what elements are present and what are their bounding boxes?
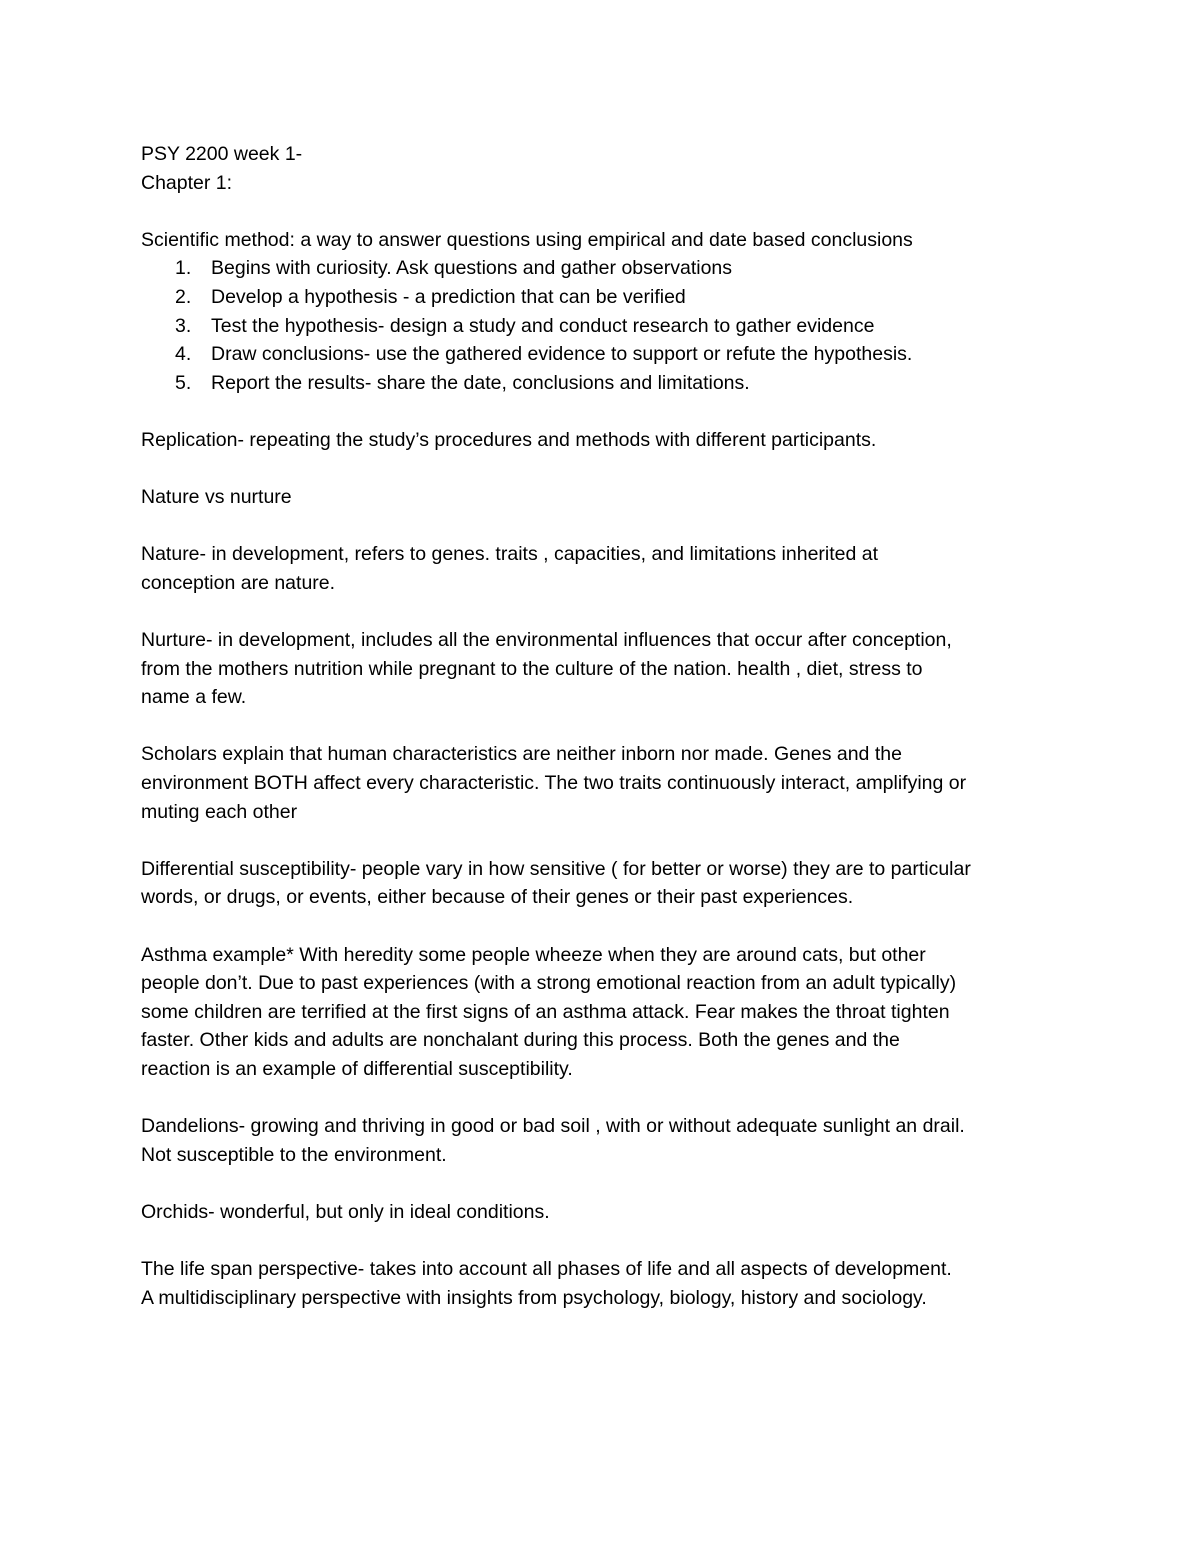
replication-paragraph (141, 426, 1076, 455)
paragraph-line: Nurture- in development, includes all the environmental influences that occur after conception, (141, 629, 952, 652)
paragraph-line: Replication- repeating the study’s procedures and methods with different participants. (141, 428, 877, 451)
document-title: PSY 2200 week 1- (141, 143, 303, 165)
nature-vs-nurture-heading (141, 483, 1076, 512)
blank-line (141, 397, 1076, 426)
paragraph-line: faster. Other kids and adults are nonchalant during this process. Both the genes and the (141, 1029, 900, 1052)
paragraph-line: Scholars explain that human characteristics are neither inborn nor made. Genes and the (141, 743, 902, 766)
paragraph-line: Nature vs nurture (141, 486, 292, 509)
list-item (141, 254, 1076, 283)
list-number: 5. (175, 371, 192, 394)
paragraph-line: reaction is an example of differential susceptibility. (141, 1058, 573, 1080)
list-item-text: Develop a hypothesis - a prediction that can be verified (211, 285, 686, 308)
paragraph-line: Nature- in development, refers to genes. traits , capacities, and limitations inherited at (141, 543, 879, 566)
scientific-method-definition: Scientific method: a way to answer questions using empirical and date based conclusions (141, 228, 913, 251)
orchids-paragraph (141, 1198, 1076, 1227)
paragraph-line: Dandelions- growing and thriving in good or bad soil , with or without adequate sunlight an drail. (141, 1115, 965, 1138)
list-item (141, 340, 1076, 369)
list-item-text: Test the hypothesis- design a study and conduct research to gather evidence (211, 314, 875, 337)
list-number: 1. (175, 257, 192, 280)
paragraph-line: some children are terrified at the first signs of an asthma attack. Fear makes the throat tighten (141, 1000, 950, 1023)
nature-paragraph (141, 540, 1076, 597)
paragraph-line: name a few. (141, 686, 247, 709)
paragraph-line: from the mothers nutrition while pregnant to the culture of the nation. health , diet, stress to (141, 657, 923, 680)
list-number: 4. (175, 343, 192, 366)
blank-line (141, 197, 1076, 226)
paragraph-line: The life span perspective- takes into account all phases of life and all aspects of development. (141, 1258, 952, 1281)
list-item-text: Draw conclusions- use the gathered evidence to support or refute the hypothesis. (211, 343, 913, 366)
list-number: 3. (175, 314, 192, 337)
paragraph-line: words, or drugs, or events, either because of their genes or their past experiences. (141, 886, 854, 909)
chapter-heading: Chapter 1: (141, 171, 233, 194)
list-item (141, 283, 1076, 312)
paragraph-line: A multidisciplinary perspective with insights from psychology, biology, history and sociology. (141, 1286, 927, 1309)
paragraph-line: muting each other (141, 800, 298, 823)
life-span-paragraph (141, 1255, 1076, 1312)
scholars-paragraph (141, 740, 1076, 826)
dandelions-paragraph (141, 1112, 1076, 1169)
list-number: 2. (175, 285, 192, 308)
list-item (141, 369, 1076, 398)
list-item-text: Report the results- share the date, conclusions and limitations. (211, 371, 750, 394)
paragraph-line: people don’t. Due to past experiences (with a strong emotional reaction from an adult typically) (141, 972, 957, 995)
differential-susceptibility-paragraph (141, 855, 1076, 912)
document-body (141, 140, 1076, 1341)
list-item-text: Begins with curiosity. Ask questions and gather observations (211, 257, 733, 280)
asthma-example-paragraph (141, 941, 1076, 1084)
nurture-paragraph (141, 626, 1076, 712)
paragraph-line: Not susceptible to the environment. (141, 1143, 447, 1166)
paragraph-line: environment BOTH affect every characteristic. The two traits continuously interact, amplifying or (141, 772, 967, 795)
paragraph-line: conception are nature. (141, 571, 336, 594)
paragraph-line: Asthma example* With heredity some people wheeze when they are around cats, but other (141, 943, 926, 966)
paragraph-line: Orchids- wonderful, but only in ideal conditions. (141, 1200, 550, 1223)
list-item (141, 312, 1076, 341)
paragraph-line: Differential susceptibility- people vary in how sensitive ( for better or worse) they are to particular (141, 857, 971, 880)
scientific-method-steps (141, 254, 1076, 397)
